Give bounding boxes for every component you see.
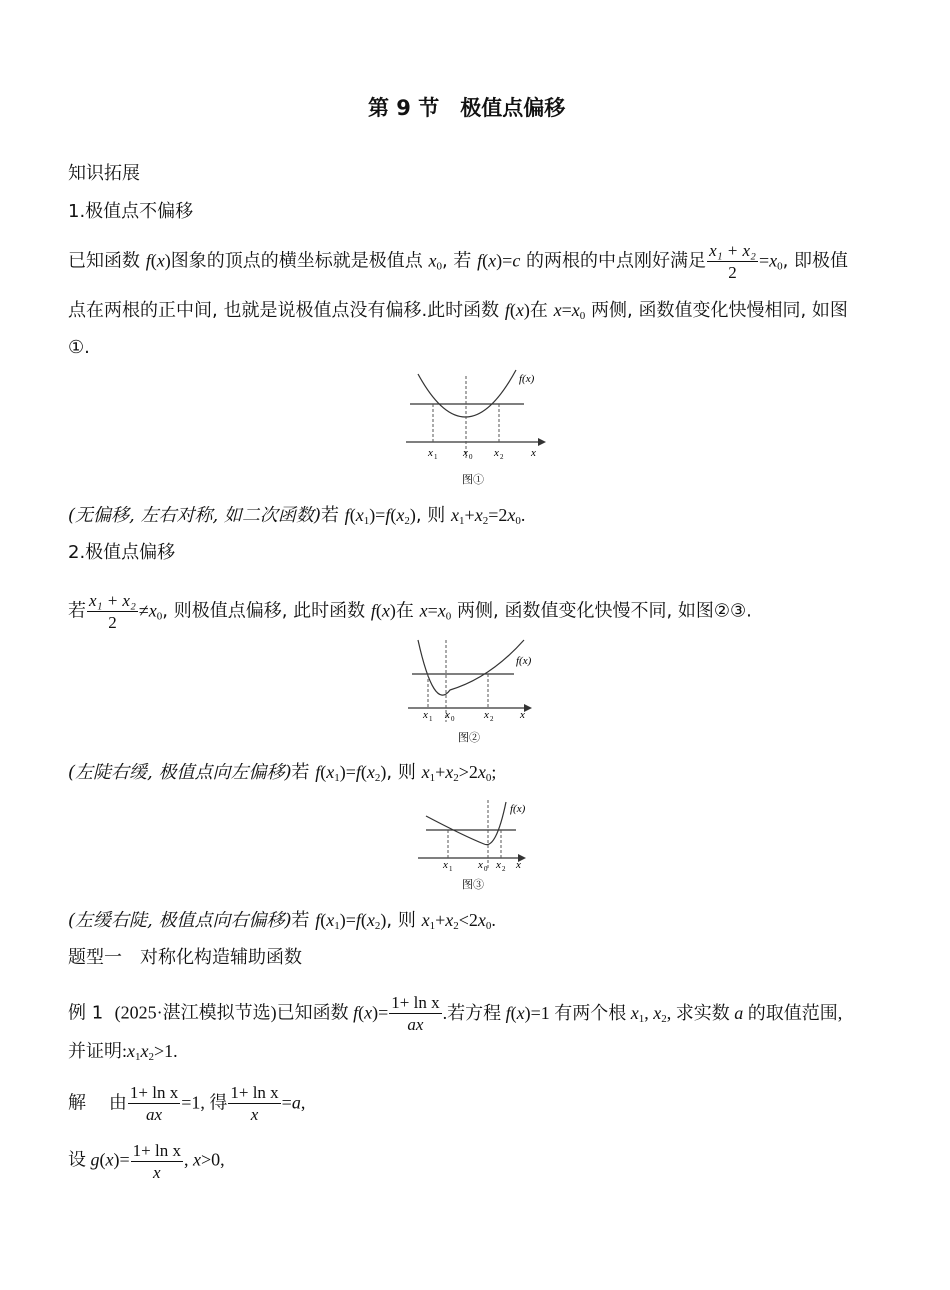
tick-x2: x [484, 709, 489, 721]
tick-x0-sub: 0 [484, 865, 488, 873]
tick-x1-sub: 1 [449, 865, 453, 873]
tick-x0: x [445, 709, 450, 721]
tick-x0-sub: 0 [451, 715, 455, 723]
subsection-heading-1: 1.极值点不偏移 [68, 201, 194, 222]
paragraph-1-line-2: 点在两根的正中间, 也就是说极值点没有偏移.此时函数 f(x)在 $x=x_0$ 两侧, 函数值变化快慢相同, 如图 [68, 300, 848, 322]
tick-x1-sub: 1 [429, 715, 433, 723]
tick-x0: x [463, 447, 468, 459]
tick-x0: x [478, 859, 483, 871]
fx-label: f(x) [516, 655, 532, 667]
note-line-1: (无偏移, 左右对称, 如二次函数)若 $f(x_1)=f(x_2)$, 则 $x_1+x_2=2x_0$. [68, 505, 526, 527]
paragraph-2: 若 $\frac{\text{x₁ + x₂}}{2}$ $\ne x_0$, 则极值点偏移, 此时函数 f(x)在 $x=x_0$ 两侧, 函数值变化快慢不同, 如图②③. [68, 591, 752, 632]
solution-line-1: 解 由 $\frac{\text{1+ ln x}}{ax}$ =1, 得 $\frac{\text{1+ ln x}}{x}$ =a, [68, 1083, 306, 1124]
figure-caption: 图① [462, 474, 484, 486]
subsection-heading-2: 2.极值点偏移 [68, 542, 176, 563]
axis-x-label: x [520, 709, 525, 721]
topic-heading: 题型一 对称化构造辅助函数 [68, 947, 302, 968]
section-heading: 知识拓展 [68, 163, 140, 184]
tick-x2-sub: 2 [490, 715, 494, 723]
fraction: $\frac{\text{x₁ + x₂}}{2}$ [709, 241, 756, 282]
tick-x1-sub: 1 [434, 453, 438, 461]
tick-x2-sub: 2 [500, 453, 504, 461]
paragraph-1-line-1: 已知函数 f(x)图象的顶点的横坐标就是极值点 $x_0$, 若 f(x)=c 的两根的中点刚好满足 $\frac{\text{x₁ + x₂}}{2}$ $=x_0$, 即极值 [68, 241, 849, 282]
fraction: $\frac{\text{1+ ln x}}{ax}$ [391, 993, 440, 1034]
page-title: 第 9 节 极值点偏移 [368, 96, 566, 120]
figure-caption: 图② [458, 732, 480, 744]
figure-3 [412, 796, 542, 894]
example-1-line-2: 并证明$:x_1x_2>1$. [68, 1041, 178, 1063]
note-line-3: (左缓右陡, 极值点向右偏移)若 $f(x_1)=f(x_2)$, 则 $x_1+x_2<2x_0$. [68, 910, 496, 932]
figure-1 [400, 366, 550, 488]
fx-label: f(x) [510, 803, 526, 815]
note-line-2: (左陡右缓, 极值点向左偏移)若 $f(x_1)=f(x_2)$, 则 $x_1+x_2>2x_0$; [68, 762, 497, 784]
paragraph-1-line-3: ①. [68, 337, 90, 358]
example-1-line-1: 例 1 (2025·湛江模拟节选)已知函数 f(x)= $\frac{\text{1+ ln x}}{ax}$ .若方程 f(x)=1 有两个根 $x_1$, $x_2$, 求实数 a 的取值范围, [68, 993, 843, 1034]
figure-caption: 图③ [462, 879, 484, 891]
axis-x-label: x [531, 447, 536, 459]
tick-x1: x [428, 447, 433, 459]
tick-x0-sub: 0 [469, 453, 473, 461]
tick-x1: x [423, 709, 428, 721]
tick-x2-sub: 2 [502, 865, 506, 873]
tick-x2: x [494, 447, 499, 459]
solution-line-2: 设 g(x)= $\frac{\text{1+ ln x}}{x}$ , x>0, [68, 1141, 225, 1182]
fraction: $\frac{\text{1+ ln x}}{x}$ [230, 1083, 279, 1124]
tick-x1: x [443, 859, 448, 871]
fraction: $\frac{\text{1+ ln x}}{x}$ [132, 1141, 181, 1182]
fx-label: f(x) [519, 373, 535, 385]
axis-x-label: x [516, 859, 521, 871]
tick-x2: x [496, 859, 501, 871]
fraction: $\frac{\text{1+ ln x}}{ax}$ [129, 1083, 179, 1124]
figure-2 [400, 632, 550, 750]
fraction: $\frac{\text{x₁ + x₂}}{2}$ [89, 591, 136, 632]
